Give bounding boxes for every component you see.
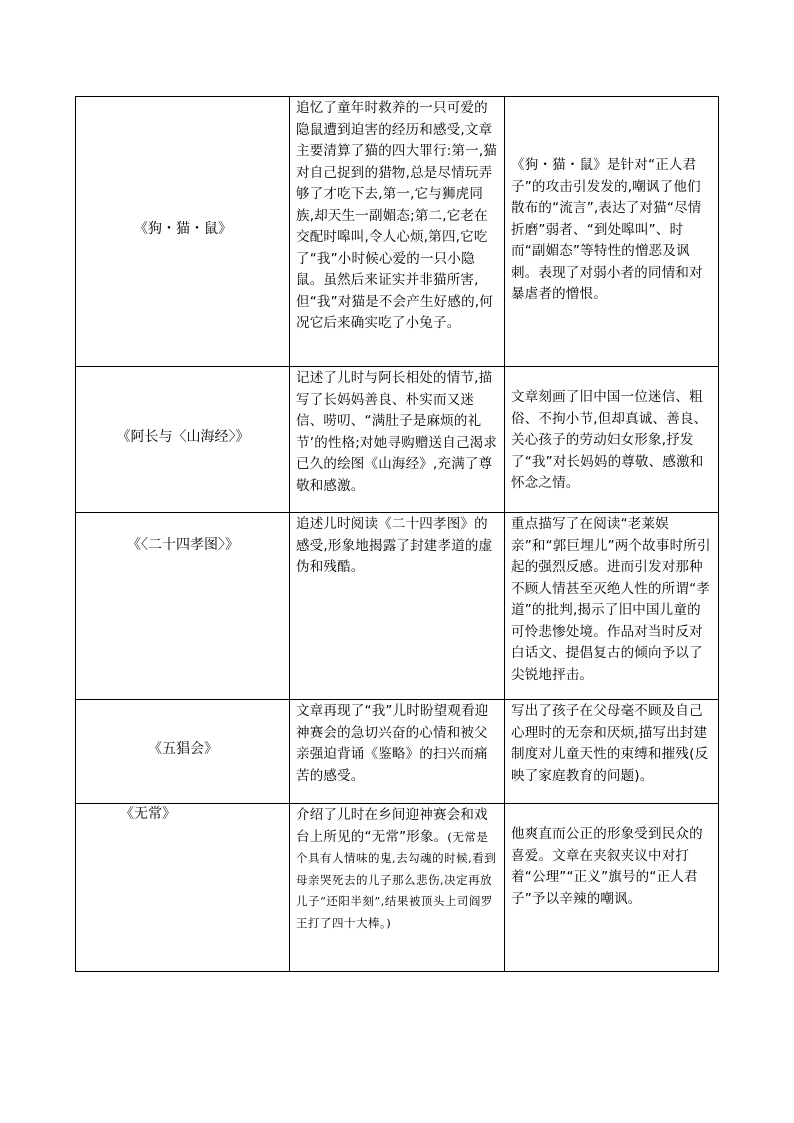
work-title: 《狗・猫・鼠》 (134, 221, 232, 238)
work-comment: 写出了孩子在父母毫不顾及自己心理时的无奈和厌烦,描写出封建制度对儿童天性的束缚和摧残(反映了家庭教育的问题)。 (511, 703, 709, 784)
work-content-cell (290, 513, 505, 700)
works-summary-table (75, 96, 719, 972)
work-title: 《无常》 (120, 806, 176, 822)
work-title-cell (76, 804, 290, 972)
table-row (76, 513, 719, 700)
table-row (76, 367, 719, 513)
table-row (76, 97, 719, 367)
work-content: 介绍了儿时在乡间迎神赛会和戏台上所见的“无常”形象。 (296, 807, 488, 845)
work-content: 追述儿时阅读《二十四孝图》的感受,形象地揭露了封建孝道的虚伪和残酷。 (296, 516, 493, 575)
work-content: 追忆了童年时救养的一只可爱的隐鼠遭到迫害的经历和感受,文章主要清算了猫的四大罪行:第一,猫对自己捉到的猎物,总是尽情玩弄够了才吃下去,第一,它与狮虎同族,却天生一副媚态;第二,它老在交配时嗥叫,令人心烦,第四,它吃了“我”小时候心爱的一只小隐鼠。虽然后来证实并非猫所害,但“我”对猫是不会产生好感的,何况它后来确实吃了小兔子。 (296, 100, 498, 331)
work-comment-cell (505, 97, 719, 367)
work-content: 记述了儿时与阿长相处的情节,描写了长妈妈善良、朴实而又迷信、唠叨、“满肚子是麻烦的礼节’的性格;对她寻购赠送自己渴求已久的绘图《山海经》,充满了尊敬和感激。 (296, 370, 498, 494)
work-comment: 《狗・猫・鼠》是针对“正人君子”的攻击引发发的,嘲讽了他们散布的“流言”,表达了对猫“尽情折磨”弱者、“到处嗥叫”、时而“副媚态”等特性的憎恶及讽刺。表现了对弱小者的同情和对暴虐者的憎恨。 (511, 157, 703, 303)
table-row (76, 700, 719, 804)
work-content-cell (290, 97, 505, 367)
work-comment-cell (505, 367, 719, 513)
work-comment: 文章刻画了旧中国一位迷信、粗俗、不拘小节,但却真诚、善良、关心孩子的劳动妇女形象,抒发了“我”对长妈妈的尊敬、感激和怀念之情。 (511, 389, 708, 491)
work-comment: 重点描写了在阅读“老莱娱亲”和“郭巨埋儿”两个故事时所引起的强烈反感。进而引发对那种不顾人情甚至灭绝人性的所谓“孝道”的批判,揭示了旧中国儿童的可怜悲惨处境。作品对当时反对白话文、提倡复古的倾向予以了尖锐地抨击。 (511, 516, 711, 683)
work-title-cell (76, 700, 290, 804)
work-content-cell (290, 804, 505, 972)
work-title-cell (76, 513, 290, 700)
work-title-cell (76, 367, 290, 513)
work-content-note: (无常是个具有人情味的鬼,去勾魂的时候,看到母亲哭死去的儿子那么悲伤,决定再放儿子“还阳半刻”,结果被顶头上司阎罗王打了四十大棒。) (296, 829, 497, 930)
work-comment-cell (505, 804, 719, 972)
work-content-cell (290, 367, 505, 513)
work-comment-cell (505, 700, 719, 804)
work-title-cell (76, 97, 290, 367)
work-comment: 他爽直而公正的形象受到民众的喜爱。文章在夹叙夹议中对打着“公理”“正义”旗号的“正人君子”予以辛辣的嘲讽。 (511, 826, 703, 907)
work-content-cell (290, 700, 505, 804)
work-title: 《〈二十四孝图〉》 (127, 537, 239, 553)
work-title: 《阿长与〈山海经〉》 (116, 429, 250, 446)
work-title: 《五猖会》 (148, 741, 218, 758)
table-row (76, 804, 719, 972)
work-comment-cell (505, 513, 719, 700)
work-content: 文章再现了“我”儿时盼望观看迎神赛会的急切兴奋的心情和被父亲强迫背诵《鉴略》的扫兴而痛苦的感受。 (296, 703, 489, 784)
